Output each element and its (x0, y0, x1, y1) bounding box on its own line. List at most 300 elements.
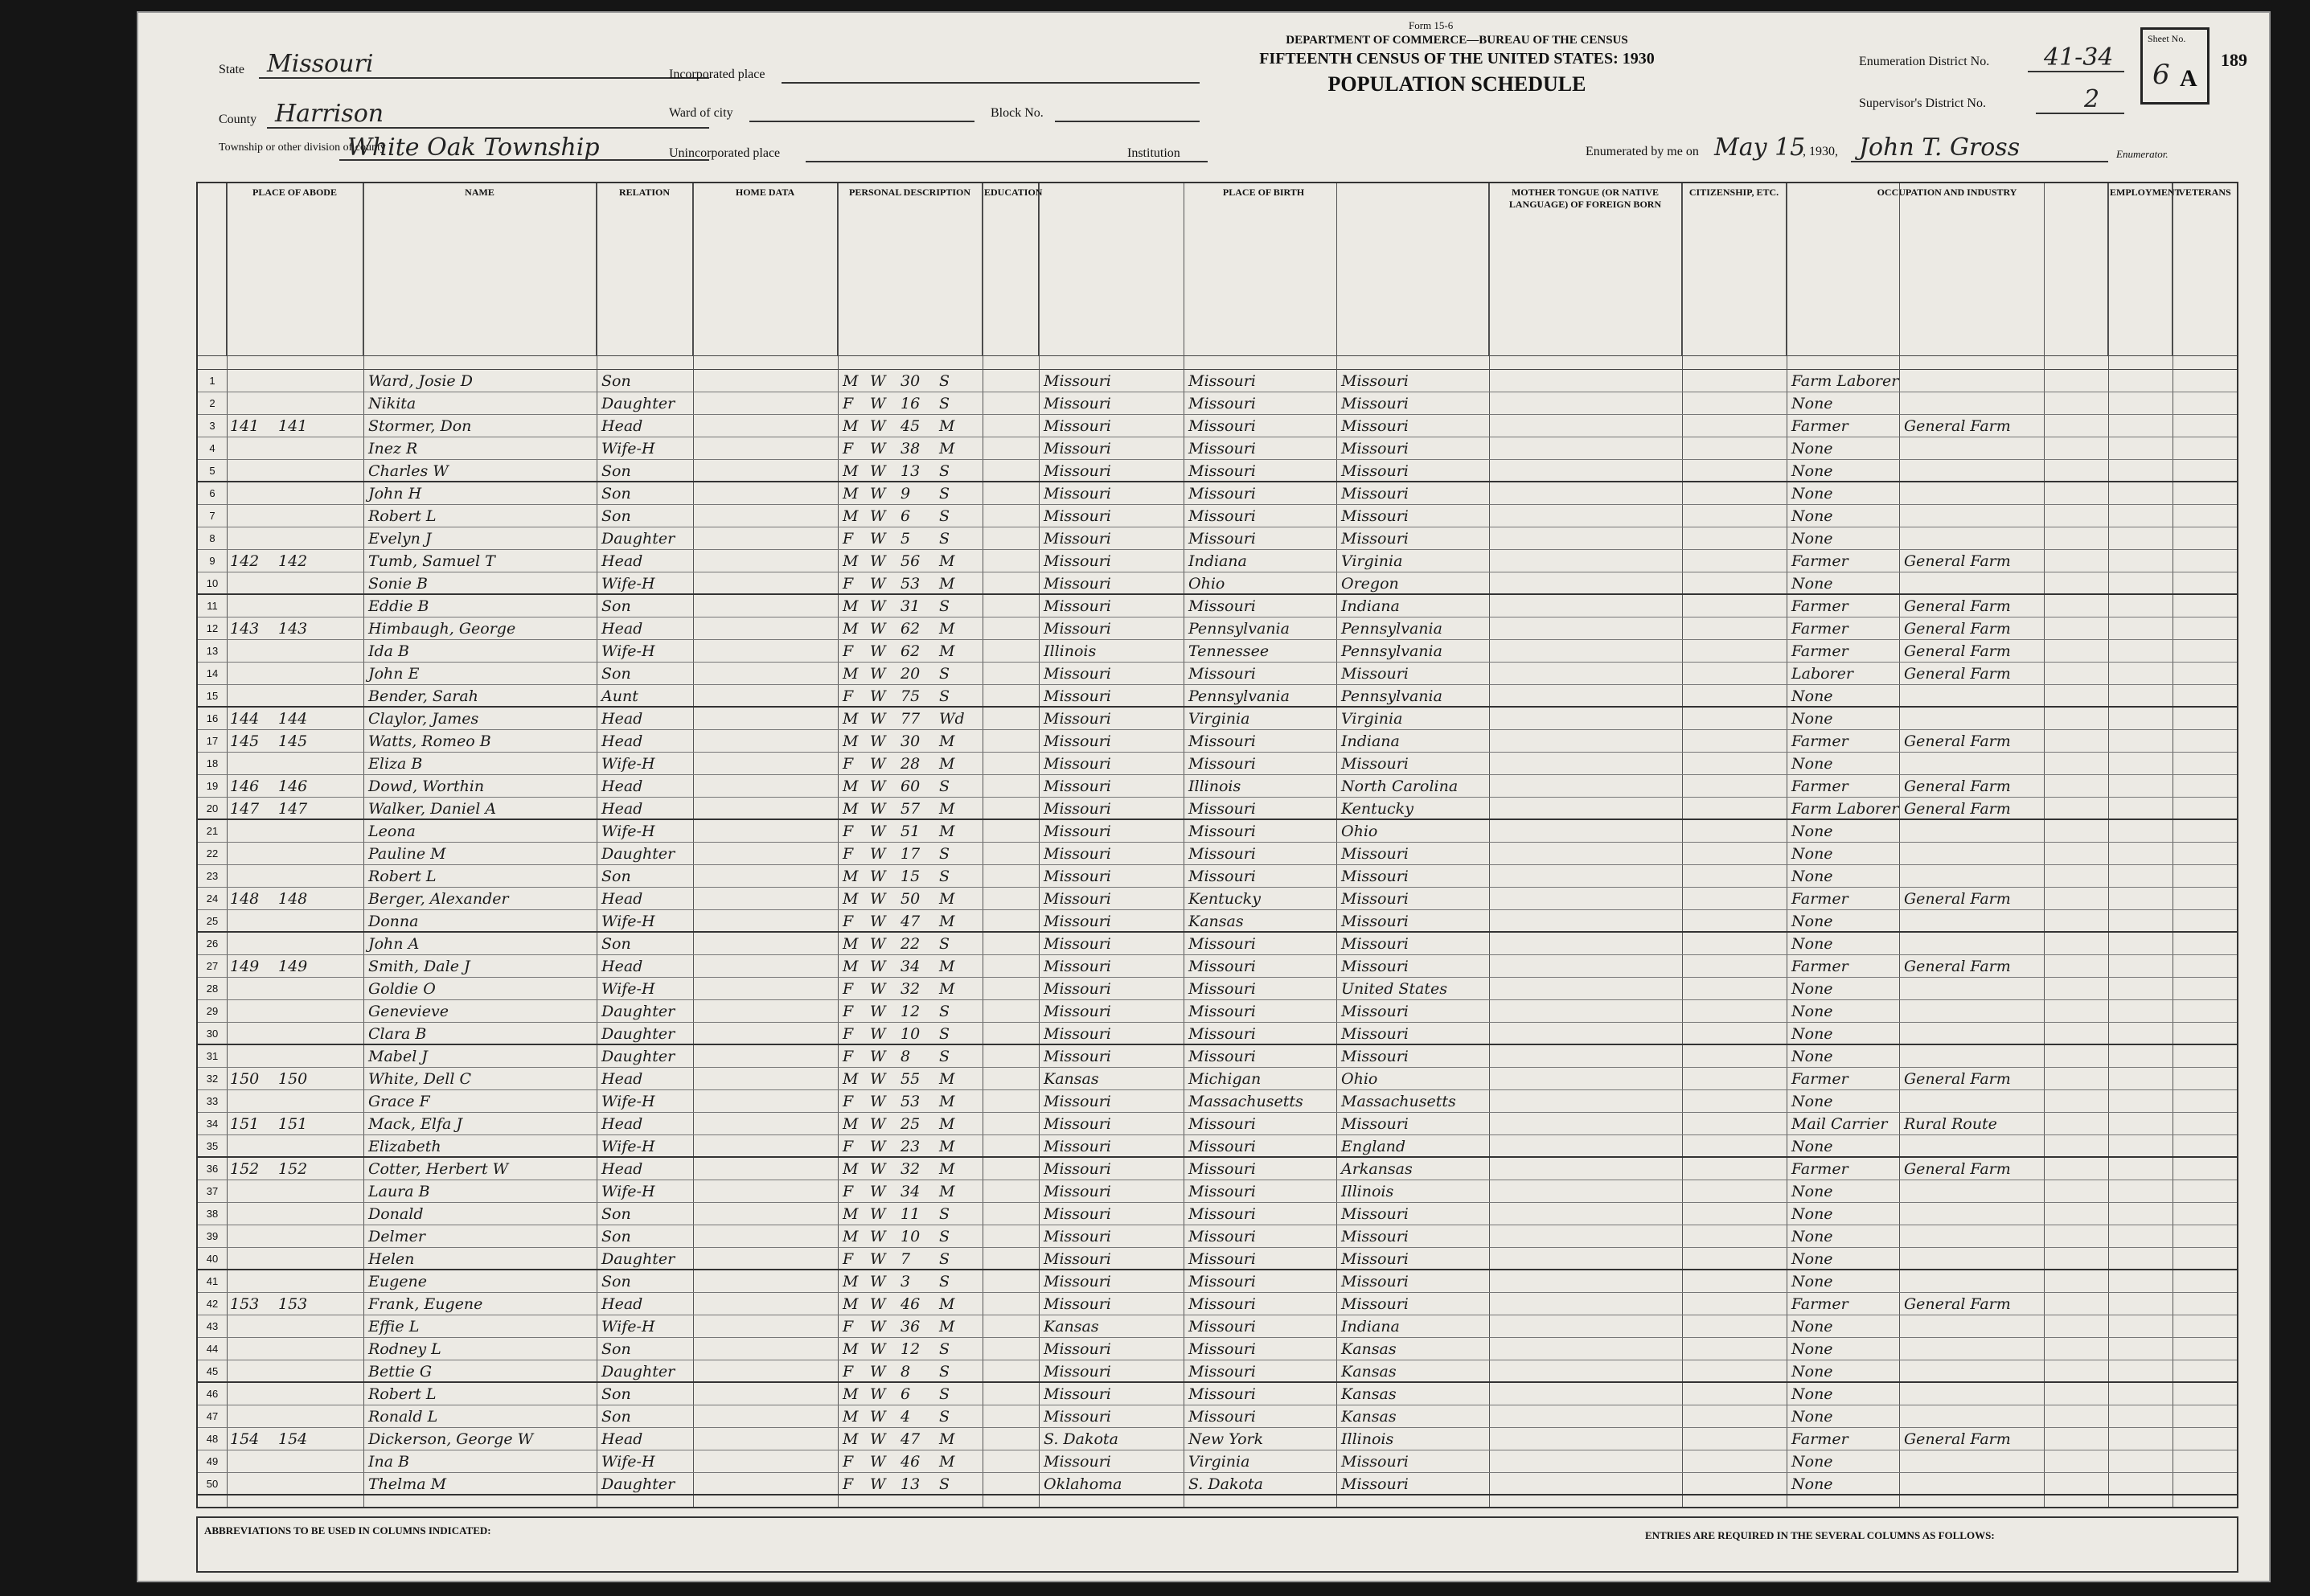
line-number: 45 (206, 1365, 219, 1377)
dwelling-number (230, 1405, 278, 1428)
line-number: 10 (206, 577, 219, 589)
table-body (198, 370, 2237, 1495)
occupation: None (1791, 395, 1833, 412)
marital-status: M (939, 1318, 955, 1335)
birthplace-person: Missouri (1044, 1250, 1111, 1268)
group-name: NAME (363, 183, 597, 355)
industry (1904, 572, 2041, 595)
sex: F (843, 980, 854, 998)
race: W (870, 1408, 886, 1426)
ward-label: Ward of city (669, 106, 733, 120)
line-number: 27 (206, 960, 219, 972)
race: W (870, 575, 886, 593)
birthplace-father: Missouri (1188, 732, 1256, 750)
marital-status: M (939, 890, 955, 908)
relation: Daughter (601, 1048, 675, 1065)
age: 36 (901, 1318, 921, 1335)
race: W (870, 1340, 886, 1358)
occupation: None (1791, 1025, 1833, 1043)
table-row (198, 415, 2237, 437)
dwelling-number (230, 1473, 278, 1495)
schedule-title: POPULATION SCHEDULE (1327, 72, 1586, 96)
person-name: Donna (368, 913, 419, 930)
family-number: 144 (278, 710, 308, 728)
industry (1904, 1270, 2041, 1293)
sex: F (843, 530, 854, 548)
birthplace-father: Missouri (1188, 665, 1256, 683)
marital-status: S (939, 687, 950, 705)
line-number: 33 (206, 1095, 219, 1107)
table-row (198, 1473, 2237, 1495)
table-row (198, 437, 2237, 460)
person-name: John A (368, 935, 420, 953)
relation: Head (601, 1430, 643, 1448)
line-number: 9 (209, 555, 215, 567)
age: 45 (901, 417, 921, 435)
occupation: Farm Laborer (1791, 800, 1899, 818)
industry (1904, 1023, 2041, 1045)
age: 34 (901, 958, 921, 975)
family-number (278, 527, 326, 550)
industry (1904, 392, 2041, 415)
industry: General Farm (1904, 1070, 2011, 1088)
enumerated-label: Enumerated by me on (1586, 145, 1699, 158)
relation: Daughter (601, 1250, 675, 1268)
marital-status: S (939, 1228, 950, 1245)
birthplace-mother: Pennsylvania (1341, 687, 1442, 705)
relation: Son (601, 1340, 631, 1358)
enumerator-label: Enumerator. (2116, 148, 2168, 160)
age: 8 (901, 1048, 911, 1065)
age: 12 (901, 1003, 921, 1020)
birthplace-mother: Missouri (1341, 372, 1409, 390)
birthplace-father: Missouri (1188, 958, 1256, 975)
occupation: None (1791, 1048, 1833, 1065)
line-number: 40 (206, 1253, 219, 1265)
birthplace-person: Missouri (1044, 395, 1111, 412)
age: 31 (901, 597, 921, 615)
page-number: 189 (2221, 50, 2247, 70)
sex: M (843, 462, 859, 480)
family-number (278, 1450, 326, 1473)
family-number (278, 1338, 326, 1360)
line-number: 37 (206, 1185, 219, 1197)
family-number (278, 1473, 326, 1495)
sex: M (843, 1228, 859, 1245)
line-number: 19 (206, 780, 219, 792)
race: W (870, 507, 886, 525)
race: W (870, 1070, 886, 1088)
relation: Head (601, 710, 643, 728)
sex: F (843, 687, 854, 705)
enumeration-date: May 15 (1714, 133, 1806, 162)
relation: Daughter (601, 530, 675, 548)
birthplace-father: Ohio (1188, 575, 1225, 593)
column-number-row (198, 355, 2237, 370)
birthplace-mother: Missouri (1341, 958, 1409, 975)
footer-instructions (196, 1516, 2238, 1573)
industry: General Farm (1904, 732, 2011, 750)
birthplace-father: Missouri (1188, 1340, 1256, 1358)
occupation: None (1791, 1138, 1833, 1155)
relation: Son (601, 1228, 631, 1245)
birthplace-mother: Missouri (1341, 530, 1409, 548)
sex: F (843, 1453, 854, 1471)
birthplace-father: Missouri (1188, 980, 1256, 998)
birthplace-person: Missouri (1044, 1205, 1111, 1223)
sex: M (843, 552, 859, 570)
marital-status: S (939, 1250, 950, 1268)
birthplace-father: Missouri (1188, 1138, 1256, 1155)
sex: M (843, 1430, 859, 1448)
relation: Aunt (601, 687, 638, 705)
dwelling-number (230, 820, 278, 843)
age: 25 (901, 1115, 921, 1133)
sex: M (843, 777, 859, 795)
race: W (870, 1453, 886, 1471)
relation: Son (601, 597, 631, 615)
age: 46 (901, 1453, 921, 1471)
sex: F (843, 1138, 854, 1155)
race: W (870, 1115, 886, 1133)
sex: M (843, 1408, 859, 1426)
table-row (198, 482, 2237, 505)
dwelling-number (230, 1180, 278, 1203)
table-row (198, 1135, 2237, 1158)
group-place-of-birth: PLACE OF BIRTH (1039, 183, 1489, 355)
birthplace-person: Missouri (1044, 1228, 1111, 1245)
family-number (278, 1090, 326, 1113)
race: W (870, 462, 886, 480)
occupation: Farmer (1791, 732, 1848, 750)
birthplace-person: Missouri (1044, 417, 1111, 435)
person-name: Leona (368, 823, 416, 840)
table-row (198, 1000, 2237, 1023)
family-number (278, 1405, 326, 1428)
family-number (278, 820, 326, 843)
line-number: 24 (206, 892, 219, 905)
marital-status: M (939, 1115, 955, 1133)
industry (1904, 1248, 2041, 1270)
marital-status: M (939, 1295, 955, 1313)
family-number (278, 572, 326, 595)
birthplace-father: Massachusetts (1188, 1093, 1303, 1110)
family-number: 153 (278, 1295, 308, 1313)
birthplace-mother: Missouri (1341, 440, 1409, 457)
industry (1904, 910, 2041, 933)
birthplace-mother: Missouri (1341, 913, 1409, 930)
age: 8 (901, 1363, 911, 1381)
age: 4 (901, 1408, 911, 1426)
marital-status: M (939, 1093, 955, 1110)
marital-status: S (939, 530, 950, 548)
family-number (278, 482, 326, 505)
person-name: Eugene (368, 1273, 427, 1290)
marital-status: S (939, 395, 950, 412)
table-row (198, 1383, 2237, 1405)
family-number (278, 1135, 326, 1158)
industry: General Farm (1904, 890, 2011, 908)
person-name: Clara B (368, 1025, 427, 1043)
dwelling-number: 146 (230, 777, 260, 795)
race: W (870, 1250, 886, 1268)
line-number: 8 (209, 532, 215, 544)
age: 13 (901, 1475, 921, 1493)
birthplace-person: Missouri (1044, 1025, 1111, 1043)
industry: General Farm (1904, 958, 2011, 975)
sex: F (843, 1183, 854, 1200)
group-veterans: VETERANS (2178, 187, 2231, 198)
birthplace-mother: Ohio (1341, 1070, 1378, 1088)
relation: Wife-H (601, 575, 655, 593)
birthplace-father: Missouri (1188, 1408, 1256, 1426)
line-number: 5 (209, 465, 215, 477)
industry: General Farm (1904, 1160, 2011, 1178)
dwelling-number (230, 685, 278, 708)
age: 16 (901, 395, 921, 412)
dwelling-number (230, 753, 278, 775)
group-mother-tongue: MOTHER TONGUE (OR NATIVE LANGUAGE) OF FOREIGN BORN (1489, 183, 1682, 355)
industry (1904, 685, 2041, 708)
birthplace-mother: Missouri (1341, 1228, 1409, 1245)
occupation: None (1791, 1273, 1833, 1290)
occupation: Laborer (1791, 665, 1853, 683)
line-number: 13 (206, 645, 219, 657)
birthplace-father: Kansas (1188, 913, 1244, 930)
dwelling-number (230, 437, 278, 460)
marital-status: M (939, 823, 955, 840)
birthplace-mother: Missouri (1341, 1475, 1409, 1493)
county-value: Harrison (275, 100, 384, 128)
form-number: Form 15-6 (1409, 19, 1454, 31)
occupation: None (1791, 1228, 1833, 1245)
relation: Daughter (601, 395, 675, 412)
relation: Head (601, 1295, 643, 1313)
age: 6 (901, 1385, 911, 1403)
birthplace-person: Missouri (1044, 1363, 1111, 1381)
race: W (870, 395, 886, 412)
birthplace-mother: Missouri (1341, 1453, 1409, 1471)
dwelling-number: 147 (230, 800, 260, 818)
relation: Head (601, 732, 643, 750)
person-name: Laura B (368, 1183, 430, 1200)
occupation: None (1791, 1205, 1833, 1223)
marital-status: S (939, 372, 950, 390)
line-number: 41 (206, 1275, 219, 1287)
birthplace-mother: Missouri (1341, 665, 1409, 683)
person-name: Tumb, Samuel T (368, 552, 495, 570)
occupation: Farmer (1791, 552, 1848, 570)
relation: Son (601, 462, 631, 480)
dwelling-number: 150 (230, 1070, 260, 1088)
occupation: None (1791, 710, 1833, 728)
marital-status: S (939, 1475, 950, 1493)
occupation: None (1791, 1363, 1833, 1381)
birthplace-father: Missouri (1188, 395, 1256, 412)
marital-status: M (939, 1453, 955, 1471)
relation: Wife-H (601, 1093, 655, 1110)
line-number: 12 (206, 622, 219, 634)
line-number: 14 (206, 667, 219, 679)
occupation: Farmer (1791, 1295, 1848, 1313)
occupation: None (1791, 935, 1833, 953)
table-row (198, 1293, 2237, 1315)
marital-status: S (939, 1048, 950, 1065)
sex: M (843, 1295, 859, 1313)
dwelling-number (230, 910, 278, 933)
dwelling-number (230, 663, 278, 685)
family-number (278, 663, 326, 685)
table-row (198, 1113, 2237, 1135)
line-number: 7 (209, 510, 215, 522)
line-number: 11 (207, 600, 218, 612)
birthplace-mother: Virginia (1341, 710, 1403, 728)
family-number: 148 (278, 890, 308, 908)
dwelling-number (230, 370, 278, 392)
sex: F (843, 823, 854, 840)
sheet-number: 6 (2152, 59, 2170, 91)
family-number: 145 (278, 732, 308, 750)
industry (1904, 460, 2041, 482)
birthplace-father: Virginia (1188, 710, 1250, 728)
group-occupation: OCCUPATION AND INDUSTRY (1787, 183, 2108, 355)
industry (1904, 527, 2041, 550)
birthplace-father: Missouri (1188, 1318, 1256, 1335)
birthplace-person: Missouri (1044, 755, 1111, 773)
relation: Head (601, 800, 643, 818)
table-row (198, 708, 2237, 730)
age: 53 (901, 575, 921, 593)
industry (1904, 1405, 2041, 1428)
line-number: 39 (206, 1230, 219, 1242)
occupation: Farmer (1791, 597, 1848, 615)
person-name: Eliza B (368, 755, 423, 773)
race: W (870, 868, 886, 885)
person-name: Bender, Sarah (368, 687, 478, 705)
group-education: EDUCATION (983, 183, 1039, 355)
race: W (870, 755, 886, 773)
industry (1904, 1383, 2041, 1405)
dwelling-number (230, 1090, 278, 1113)
table-row (198, 775, 2237, 798)
birthplace-person: Missouri (1044, 575, 1111, 593)
relation: Daughter (601, 1003, 675, 1020)
dwelling-number: 149 (230, 958, 260, 975)
birthplace-mother: Illinois (1341, 1183, 1394, 1200)
person-name: Berger, Alexander (368, 890, 509, 908)
population-table (196, 182, 2238, 1508)
person-name: Elizabeth (368, 1138, 441, 1155)
race: W (870, 1048, 886, 1065)
line-number: 30 (206, 1028, 219, 1040)
birthplace-mother: Kansas (1341, 1340, 1397, 1358)
race: W (870, 935, 886, 953)
table-row (198, 933, 2237, 955)
family-number (278, 1000, 326, 1023)
industry: General Farm (1904, 620, 2011, 638)
occupation: Farm Laborer (1791, 372, 1899, 390)
age: 12 (901, 1340, 921, 1358)
line-number: 21 (206, 825, 219, 837)
birthplace-person: Missouri (1044, 1003, 1111, 1020)
occupation: None (1791, 530, 1833, 548)
birthplace-person: Missouri (1044, 1183, 1111, 1200)
relation: Son (601, 1385, 631, 1403)
person-name: Ida B (368, 642, 409, 660)
dwelling-number: 154 (230, 1430, 260, 1448)
occupation: None (1791, 485, 1833, 503)
dwelling-number (230, 1270, 278, 1293)
marital-status: M (939, 732, 955, 750)
person-name: Nikita (368, 395, 416, 412)
birthplace-father: Indiana (1188, 552, 1247, 570)
dwelling-number (230, 1315, 278, 1338)
race: W (870, 1025, 886, 1043)
birthplace-person: Missouri (1044, 1093, 1111, 1110)
incorporated-label: Incorporated place (669, 68, 765, 81)
table-row (198, 888, 2237, 910)
marital-status: M (939, 800, 955, 818)
line-number: 18 (206, 757, 219, 769)
race: W (870, 1228, 886, 1245)
person-name: Robert L (368, 1385, 437, 1403)
birthplace-person: Missouri (1044, 868, 1111, 885)
birthplace-person: Missouri (1044, 913, 1111, 930)
block-label: Block No. (991, 106, 1044, 120)
relation: Son (601, 1273, 631, 1290)
birthplace-father: Missouri (1188, 1250, 1256, 1268)
relation: Daughter (601, 1025, 675, 1043)
birthplace-person: Illinois (1044, 642, 1097, 660)
table-row (198, 640, 2237, 663)
person-name: Claylor, James (368, 710, 479, 728)
race: W (870, 440, 886, 457)
table-row (198, 572, 2237, 595)
birthplace-father: Missouri (1188, 530, 1256, 548)
marital-status: M (939, 1138, 955, 1155)
birthplace-mother: Missouri (1341, 1250, 1409, 1268)
race: W (870, 552, 886, 570)
sex: M (843, 597, 859, 615)
family-number (278, 1180, 326, 1203)
age: 62 (901, 642, 921, 660)
line-number: 43 (206, 1320, 219, 1332)
birthplace-mother: Ohio (1341, 823, 1378, 840)
birthplace-mother: Missouri (1341, 462, 1409, 480)
person-name: Himbaugh, George (368, 620, 516, 638)
table-row (198, 1405, 2237, 1428)
relation: Wife-H (601, 823, 655, 840)
birthplace-father: Missouri (1188, 935, 1256, 953)
table-row (198, 798, 2237, 820)
line-number: 47 (206, 1410, 219, 1422)
dwelling-number (230, 1203, 278, 1225)
birthplace-person: Missouri (1044, 980, 1111, 998)
line-number: 23 (206, 870, 219, 882)
table-row (198, 843, 2237, 865)
occupation: None (1791, 868, 1833, 885)
table-row (198, 1338, 2237, 1360)
birthplace-mother: Kansas (1341, 1408, 1397, 1426)
person-name: Inez R (368, 440, 418, 457)
table-row (198, 1023, 2237, 1045)
marital-status: M (939, 980, 955, 998)
family-number (278, 1315, 326, 1338)
line-number: 38 (206, 1208, 219, 1220)
race: W (870, 1273, 886, 1290)
person-name: Cotter, Herbert W (368, 1160, 509, 1178)
age: 56 (901, 552, 921, 570)
